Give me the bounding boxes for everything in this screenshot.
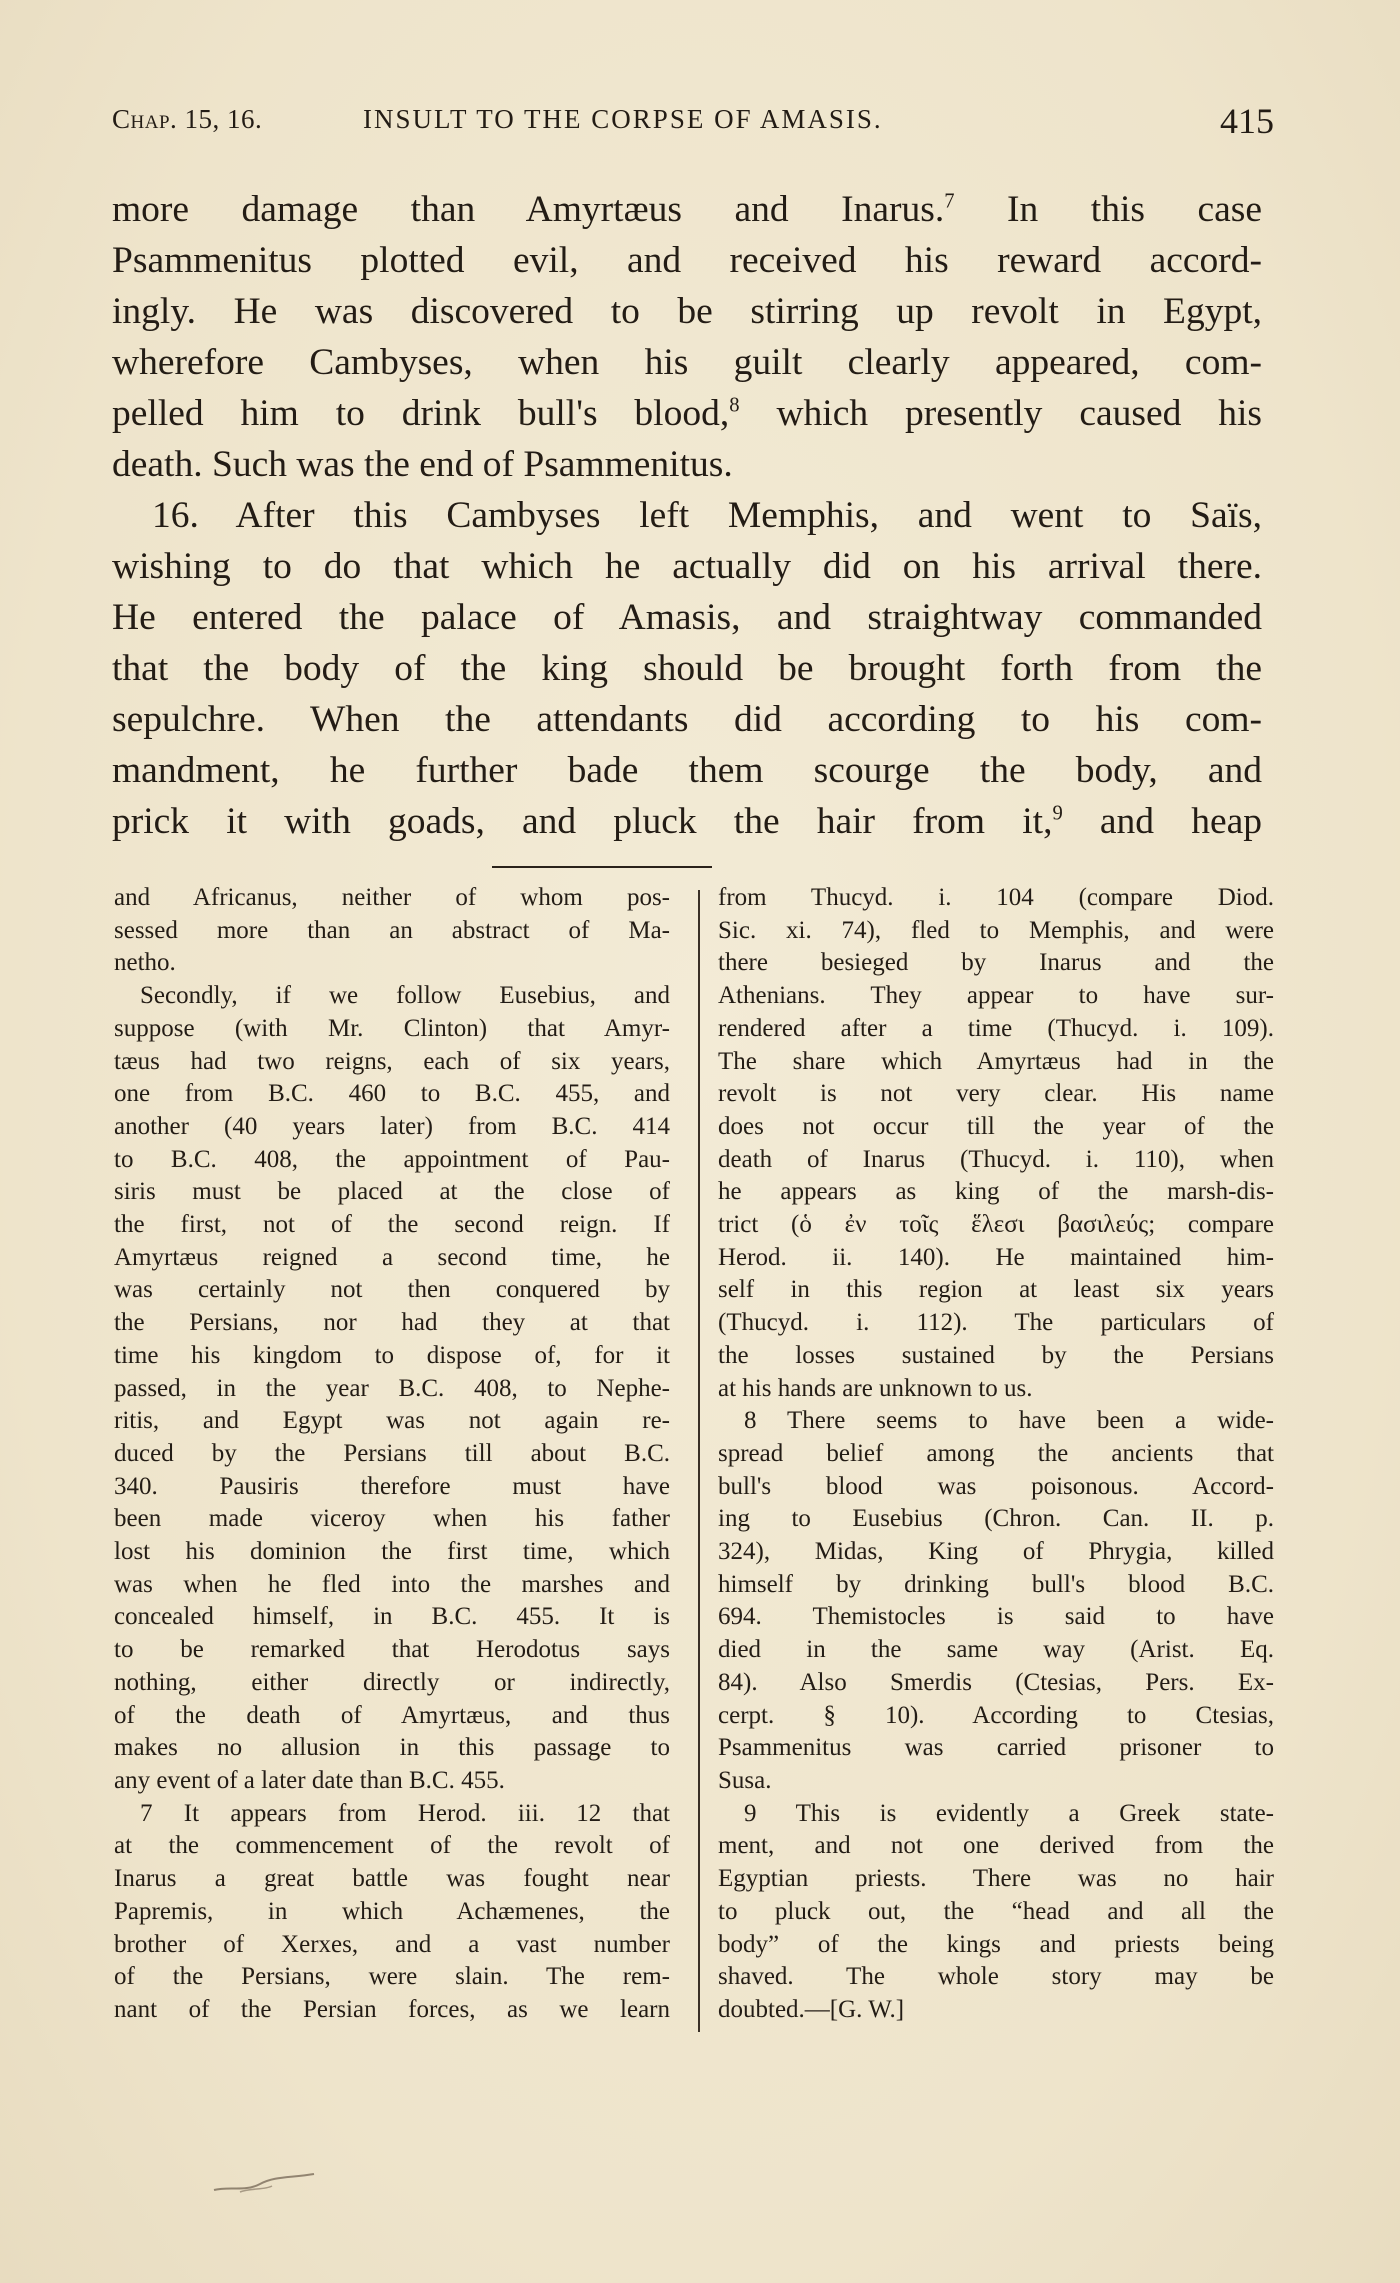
footnote-line: spread belief among the ancients that: [718, 1439, 1274, 1467]
footnote-line: 84). Also Smerdis (Ctesias, Pers. Ex-: [718, 1668, 1274, 1696]
main-line: sepulchre. When the attendants did according to his com-: [112, 699, 1262, 740]
footnote-line: nant of the Persian forces, as we learn: [114, 1995, 670, 2023]
footnote-line: The share which Amyrtæus had in the: [718, 1047, 1274, 1075]
footnote-line: cerpt. § 10). According to Ctesias,: [718, 1701, 1274, 1729]
footnote-line: another (40 years later) from B.C. 414: [114, 1112, 670, 1140]
footnote-line: body” of the kings and priests being: [718, 1930, 1274, 1958]
footnote-line: Herod. ii. 140). He maintained him-: [718, 1243, 1274, 1271]
chapter-reference: Chap. 15, 16.: [112, 104, 263, 134]
footnote-line: netho.: [114, 949, 176, 977]
main-line: ingly. He was discovered to be stirring up revolt in Egypt,: [112, 291, 1262, 332]
footnote-line: rendered after a time (Thucyd. i. 109).: [718, 1014, 1274, 1042]
footnote-line: self in this region at least six years: [718, 1276, 1274, 1304]
footnote-line: bull's blood was poisonous. Accord-: [718, 1472, 1274, 1500]
footnote-line: to pluck out, the “head and all the: [718, 1897, 1274, 1925]
footnote-line: ing to Eusebius (Chron. Can. II. p.: [718, 1505, 1274, 1533]
footnote-line: sessed more than an abstract of Ma-: [114, 916, 670, 944]
footnote-line: and Africanus, neither of whom pos-: [114, 884, 670, 911]
footnote-line: was when he fled into the marshes and: [114, 1570, 670, 1598]
footnote-line: of the death of Amyrtæus, and thus: [114, 1701, 670, 1729]
footnotes-left-column: [114, 882, 670, 2027]
footnote-ref-7: 7: [944, 190, 955, 213]
footnote-line: himself by drinking bull's blood B.C.: [718, 1570, 1274, 1598]
main-text: [112, 184, 1262, 847]
footnote-line: Egyptian priests. There was no hair: [718, 1865, 1274, 1893]
running-head: [112, 100, 1274, 150]
footnote-line: 324), Midas, King of Phrygia, killed: [718, 1538, 1274, 1566]
footnote-line: duced by the Persians till about B.C.: [114, 1439, 670, 1467]
footnote-line: doubted.—[G. W.]: [718, 1995, 905, 2023]
footnote-line: Amyrtæus reigned a second time, he: [114, 1243, 670, 1271]
footnote-line: death of Inarus (Thucyd. i. 110), when: [718, 1145, 1274, 1173]
footnote-line: revolt is not very clear. His name: [718, 1080, 1274, 1108]
footnote-line: at the commencement of the revolt of: [114, 1832, 670, 1860]
footnote-line: to B.C. 408, the appointment of Pau-: [114, 1145, 670, 1173]
footnote-line: brother of Xerxes, and a vast number: [114, 1930, 670, 1958]
main-line: that the body of the king should be brought forth from the: [112, 648, 1262, 689]
page-title: INSULT TO THE CORPSE OF AMASIS.: [363, 104, 883, 134]
footnote-line: Secondly, if we follow Eusebius, and: [140, 982, 670, 1010]
footnote-line: suppose (with Mr. Clinton) that Amyr-: [114, 1014, 670, 1042]
footnote-9-start: 9 This is evidently a Greek state-: [744, 1799, 1274, 1827]
footnote-line: Psammenitus was carried prisoner to: [718, 1734, 1274, 1762]
footnote-line: the Persians, nor had they at that: [114, 1309, 670, 1337]
footnote-line: Inarus a great battle was fought near: [114, 1865, 670, 1893]
footnote-line: the first, not of the second reign. If: [114, 1211, 670, 1239]
main-line: He entered the palace of Amasis, and straightway commanded: [112, 597, 1262, 638]
footnote-line-greek: trict (ὁ ἐν τοῖς ἕλεσι βασιλεύς; compare: [718, 1211, 1274, 1239]
footnote-line: the losses sustained by the Persians: [718, 1341, 1274, 1369]
footnote-line: does not occur till the year of the: [718, 1112, 1274, 1140]
main-line: wherefore Cambyses, when his guilt clearly appeared, com-: [112, 342, 1262, 383]
section-16-start: 16. After this Cambyses left Memphis, and went to Saïs,: [152, 495, 1262, 536]
footnote-line: from Thucyd. i. 104 (compare Diod.: [718, 884, 1274, 911]
footnote-line: of the Persians, were slain. The rem-: [114, 1963, 670, 1991]
main-line: pelled him to drink bull's blood,$^8$ which presently caused his: [112, 393, 1262, 434]
footnote-ref-9: 9: [1052, 802, 1063, 825]
footnote-line: Athenians. They appear to have sur-: [718, 982, 1274, 1010]
main-line: prick it with goads, and pluck the hair from it,$^9$ and heap: [112, 801, 1262, 842]
footnote-line: nothing, either directly or indirectly,: [114, 1668, 670, 1696]
footnote-line: at his hands are unknown to us.: [718, 1374, 1033, 1402]
main-line: death. Such was the end of Psammenitus.: [112, 444, 733, 485]
column-divider: [698, 890, 700, 2032]
main-line: more damage than Amyrtæus and Inarus.$^7$ In this case: [112, 189, 1262, 230]
footnote-line: concealed himself, in B.C. 455. It is: [114, 1603, 670, 1631]
page-number: 415: [1220, 101, 1274, 141]
footnote-line: one from B.C. 460 to B.C. 455, and: [114, 1080, 670, 1108]
footnote-ref-8: 8: [729, 394, 740, 417]
footnote-line: died in the same way (Arist. Eq.: [718, 1636, 1274, 1664]
main-line: mandment, he further bade them scourge the body, and: [112, 750, 1262, 791]
footnote-line: there besieged by Inarus and the: [718, 949, 1274, 977]
footnote-rule: [492, 866, 712, 868]
footnote-line: ritis, and Egypt was not again re-: [114, 1407, 670, 1435]
footnote-line: siris must be placed at the close of: [114, 1178, 670, 1206]
footnote-line: tæus had two reigns, each of six years,: [114, 1047, 670, 1075]
footnotes: [114, 882, 1274, 2052]
footnote-line: Papremis, in which Achæmenes, the: [114, 1897, 670, 1925]
ink-smudge-mark: [210, 2168, 320, 2198]
footnote-line: time his kingdom to dispose of, for it: [114, 1341, 670, 1369]
footnote-line: ment, and not one derived from the: [718, 1832, 1274, 1860]
footnote-line: was certainly not then conquered by: [114, 1276, 670, 1304]
footnote-line: Sic. xi. 74), fled to Memphis, and were: [718, 916, 1274, 944]
footnote-7-start: 7 It appears from Herod. iii. 12 that: [140, 1799, 670, 1827]
footnote-line: to be remarked that Herodotus says: [114, 1636, 670, 1664]
footnote-8-start: 8 There seems to have been a wide-: [744, 1407, 1274, 1435]
footnote-line: 694. Themistocles is said to have: [718, 1603, 1274, 1631]
footnotes-right-column: [718, 882, 1274, 2027]
footnote-line: makes no allusion in this passage to: [114, 1734, 670, 1762]
footnote-line: 340. Pausiris therefore must have: [114, 1472, 670, 1500]
footnote-line: passed, in the year B.C. 408, to Nephe-: [114, 1374, 670, 1402]
footnote-line: he appears as king of the marsh-dis-: [718, 1178, 1274, 1206]
footnote-line: been made viceroy when his father: [114, 1505, 670, 1533]
footnote-line: Susa.: [718, 1766, 772, 1794]
main-line: Psammenitus plotted evil, and received his reward accord-: [112, 240, 1262, 281]
footnote-line: lost his dominion the first time, which: [114, 1538, 670, 1566]
footnote-line: (Thucyd. i. 112). The particulars of: [718, 1309, 1274, 1337]
footnote-line: any event of a later date than B.C. 455.: [114, 1766, 505, 1794]
main-line: wishing to do that which he actually did on his arrival there.: [112, 546, 1262, 587]
footnote-line: shaved. The whole story may be: [718, 1963, 1274, 1991]
